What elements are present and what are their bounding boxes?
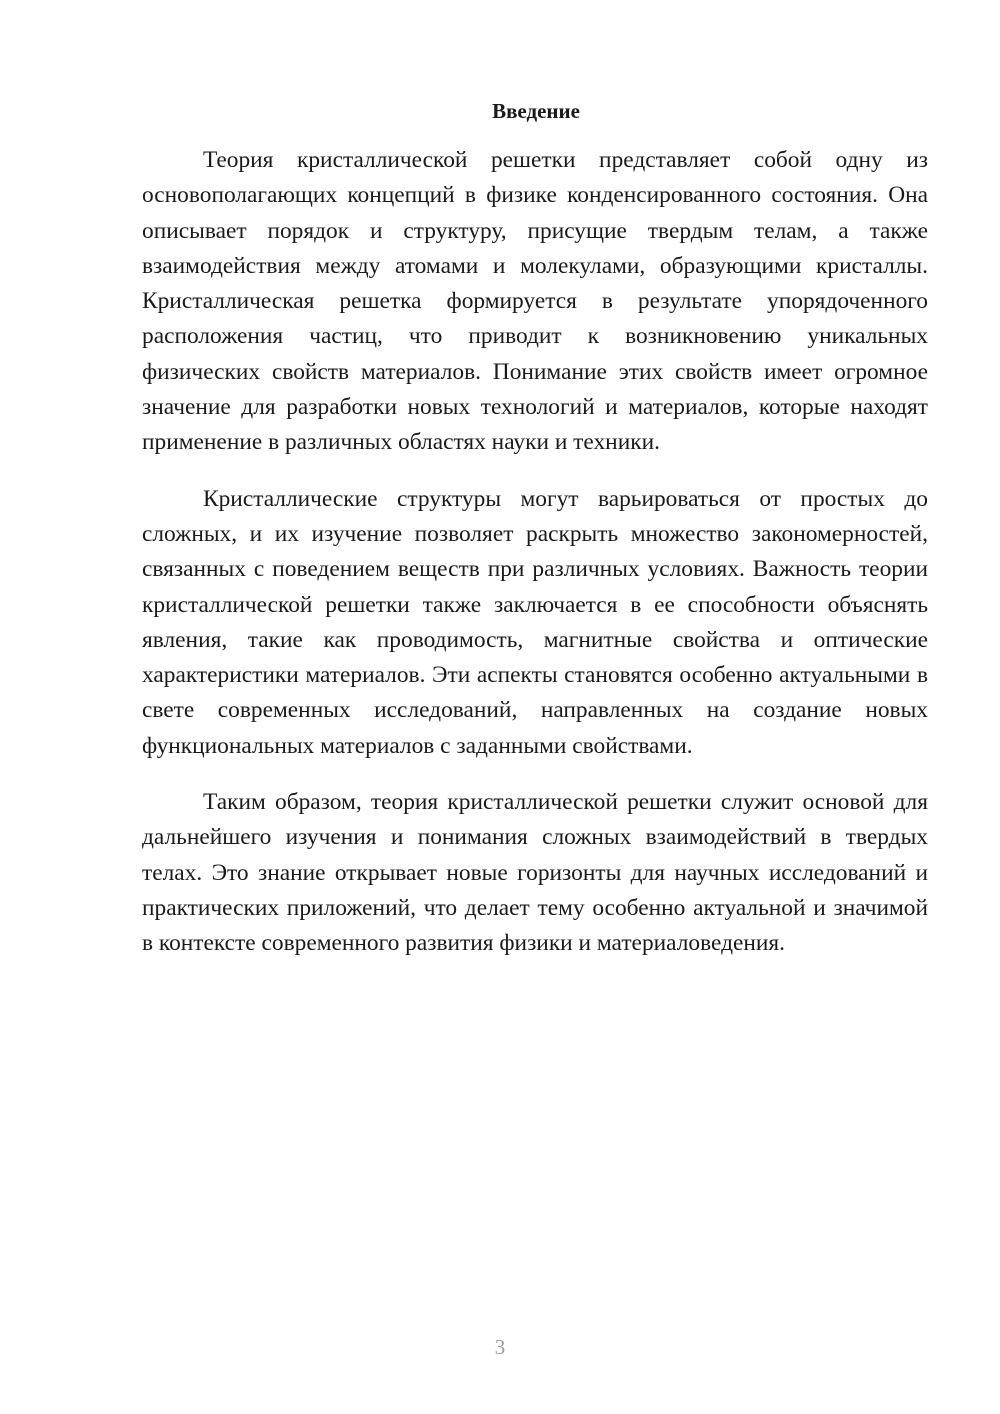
paragraph-2: Кристаллические структуры могут варьироваться от простых до сложных, и их изучение позволяет раскрыть множество закономерностей, связанных с поведением веществ при различных условиях. Важность теории кристаллической решетки также заключается в ее способности объяснять явления, такие как проводимость, магнитные свойства и оптические характеристики материалов. Эти аспекты становятся особенно актуальными в свете современных исследований, направленных на создание новых функциональных материалов с заданными свойствами. <box>142 485 928 759</box>
section-heading: Введение <box>492 99 580 123</box>
page-number: 3 <box>494 1335 506 1359</box>
body-text <box>142 143 928 983</box>
paragraph-3: Таким образом, теория кристаллической решетки служит основой для дальнейшего изучения и понимания сложных взаимодействий в твердых телах. Это знание открывает новые горизонты для научных исследований и практических приложений, что делает тему особенно актуальной и значимой в контексте современного развития физики и материаловедения. <box>142 789 928 957</box>
paragraph-1: Теория кристаллической решетки представляет собой одну из основополагающих концепций в физике конденсированного состояния. Она описывает порядок и структуру, присущие твердым телам, а также взаимодействия между атомами и молекулами, образующими кристаллы. Кристаллическая решетка формируется в результате упорядоченного расположения частиц, что приводит к возникновению уникальных физических свойств материалов. Понимание этих свойств имеет огромное значение для разработки новых технологий и материалов, которые находят применение в различных областях науки и техники. <box>142 147 928 456</box>
